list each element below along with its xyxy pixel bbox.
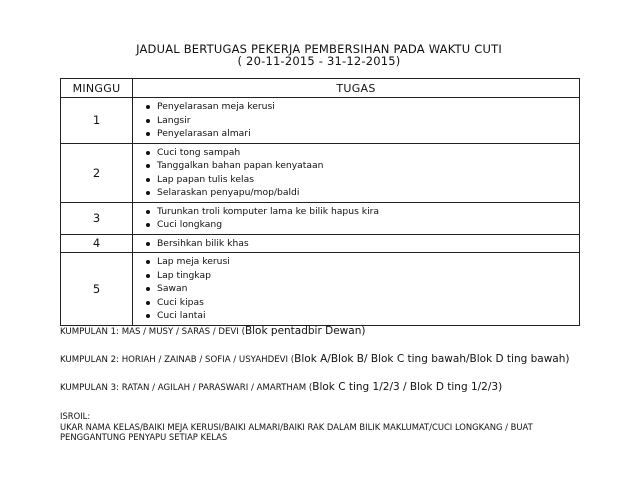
- table-row: [61, 253, 580, 326]
- list-item: Langsir: [143, 114, 579, 128]
- table-row: [61, 202, 580, 234]
- header-minggu: MINGGU: [61, 79, 133, 98]
- week-number: 4: [61, 234, 133, 253]
- list-item: Penyelarasan almari: [143, 127, 579, 141]
- table-row: [61, 98, 580, 144]
- week-number: 2: [61, 143, 133, 202]
- task-list-cell: [133, 253, 580, 326]
- date-range: ( 20-11-2015 - 31-12-2015): [237, 54, 401, 68]
- task-list-cell: [133, 143, 580, 202]
- task-list-cell: [133, 234, 580, 253]
- group-members: KUMPULAN 2: HORIAH / ZAINAB / SOFIA / USYAHDEVI (: [60, 355, 295, 365]
- list-item: Lap tingkap: [143, 269, 579, 283]
- task-list-cell: [133, 202, 580, 234]
- group-members: KUMPULAN 1: MAS / MUSY / SARAS / DEVI (: [60, 327, 245, 337]
- group-area: Blok C ting 1/2/3 / Blok D ting 1/2/3): [312, 381, 503, 393]
- list-item: Selaraskan penyapu/mop/baldi: [143, 186, 579, 200]
- list-item: Lap meja kerusi: [143, 255, 579, 269]
- week-number: 1: [61, 98, 133, 144]
- group-area: Blok pentadbir Dewan): [244, 325, 366, 337]
- group-area: Blok A/Blok B/ Blok C ting bawah/Blok D ting bawah): [294, 353, 570, 365]
- list-item: Cuci tong sampah: [143, 146, 579, 160]
- list-item: Turunkan troli komputer lama ke bilik hapus kira: [143, 205, 579, 219]
- duty-roster-table: [60, 78, 580, 326]
- group-members: KUMPULAN 3: RATAN / AGILAH / PARASWARI / AMARTHAM (: [60, 383, 313, 393]
- isroil-line-2: PENGGANTUNG PENYAPU SETIAP KELAS: [60, 432, 228, 442]
- week-number: 5: [61, 253, 133, 326]
- group-3-assignment: [60, 381, 502, 393]
- table-row: [61, 234, 580, 253]
- week-number: 3: [61, 202, 133, 234]
- list-item: Cuci lantai: [143, 309, 579, 323]
- list-item: Bersihkan bilik khas: [143, 237, 579, 251]
- list-item: Penyelarasan meja kerusi: [143, 100, 579, 114]
- list-item: Lap papan tulis kelas: [143, 173, 579, 187]
- isroil-note: [60, 411, 533, 443]
- task-list-cell: [133, 98, 580, 144]
- isroil-heading: ISROIL:: [60, 411, 91, 421]
- isroil-line-1: UKAR NAMA KELAS/BAIKI MEJA KERUSI/BAIKI ALMARI/BAIKI RAK DALAM BILIK MAKLUMAT/CUCI LONGKANG / BUAT: [60, 421, 533, 432]
- page-title: JADUAL BERTUGAS PEKERJA PEMBERSIHAN PADA WAKTU CUTI: [136, 42, 502, 56]
- list-item: Tanggalkan bahan papan kenyataan: [143, 159, 579, 173]
- list-item: Cuci kipas: [143, 296, 579, 310]
- table-header-row: [61, 79, 580, 98]
- group-2-assignment: [60, 353, 569, 365]
- list-item: Sawan: [143, 282, 579, 296]
- group-1-assignment: [60, 325, 365, 337]
- table-row: [61, 143, 580, 202]
- header-tugas: TUGAS: [133, 79, 580, 98]
- list-item: Cuci longkang: [143, 218, 579, 232]
